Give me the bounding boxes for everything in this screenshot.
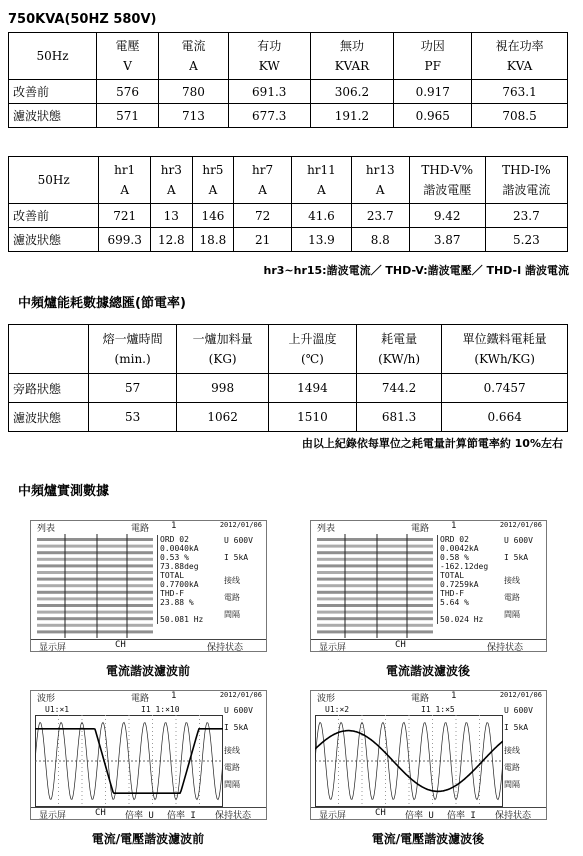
table-cell: 1510	[269, 403, 357, 432]
softkey-label: 显示屏	[39, 643, 67, 652]
side-item: 間隔	[504, 610, 520, 619]
screen-caption: 電流諧波濾波後	[385, 664, 470, 678]
header-cell	[292, 157, 352, 204]
header-cell	[394, 33, 472, 80]
circuit-number: 1	[171, 521, 177, 531]
header-unit: A	[120, 183, 129, 197]
table-cell: 旁路狀態	[9, 374, 89, 403]
table-cell: 改善前	[9, 80, 97, 104]
softkey-label: 倍率 U	[405, 811, 434, 820]
table-cell: 571	[97, 104, 159, 128]
side-item: 電路	[224, 763, 240, 772]
legend-voltage: U1:×1	[45, 705, 70, 714]
value-line: ORD 02	[440, 535, 469, 544]
side-item: 接线	[504, 576, 520, 585]
legend-current: I1 1:×10	[141, 705, 180, 714]
screen-caption: 電流/電壓諧波濾波前	[91, 832, 205, 846]
value-line: 5.64 %	[440, 598, 469, 607]
harmonic-table-graphic	[315, 534, 435, 638]
header-cell	[228, 33, 310, 80]
table-cell: 998	[177, 374, 269, 403]
table-cell: 0.7457	[442, 374, 568, 403]
side-item: 電路	[224, 593, 240, 602]
header-label: THD-I%	[502, 163, 551, 177]
side-item: 接线	[504, 746, 520, 755]
table-cell: 13	[151, 204, 193, 228]
header-label: 單位鐵料電耗量	[462, 332, 547, 346]
header-unit: KVA	[506, 59, 533, 73]
header-unit: KW	[258, 59, 280, 73]
harmonic-table-graphic	[35, 534, 155, 638]
header-label: 50Hz	[37, 173, 70, 187]
value-line: 0.58 %	[440, 553, 469, 562]
table-cell: 23.7	[351, 204, 409, 228]
header-cell	[89, 325, 177, 374]
header-label: hr11	[307, 163, 336, 177]
header-row	[9, 157, 568, 204]
circuit-label: 電路	[411, 524, 430, 534]
table-row	[9, 204, 568, 228]
screen-caption: 電流/電壓諧波濾波後	[371, 832, 485, 846]
value-line: 0.7259kA	[440, 580, 479, 589]
screen-softkeys	[311, 639, 546, 651]
side-item: 間隔	[504, 780, 520, 789]
header-label: 耗電量	[381, 332, 418, 346]
header-label: THD-V%	[421, 163, 473, 177]
header-label: 電流	[181, 39, 206, 53]
header-cell	[9, 33, 97, 80]
softkey-label: 显示屏	[319, 811, 347, 820]
table-cell: 8.8	[351, 228, 409, 252]
header-cell	[177, 325, 269, 374]
table-cell: 41.6	[292, 204, 352, 228]
side-panel	[224, 705, 264, 796]
header-unit: A	[166, 183, 176, 197]
table-cell: 0.917	[394, 80, 472, 104]
screen-mode: 波形	[317, 694, 336, 704]
screen-softkeys	[31, 807, 266, 819]
screen-header	[311, 691, 546, 703]
frequency: 50.024 Hz	[440, 615, 484, 624]
section-measure-title: 中頻爐實測數據	[18, 484, 110, 499]
header-cell	[99, 157, 151, 204]
table-cell: 0.965	[394, 104, 472, 128]
side-item: 接线	[224, 746, 240, 755]
header-label: 視在功率	[495, 39, 544, 53]
table-cell: 721	[99, 204, 151, 228]
side-panel	[504, 535, 544, 626]
table-cell: 708.5	[472, 104, 568, 128]
table-cell: 72	[234, 204, 292, 228]
screen-mode: 波形	[37, 694, 56, 704]
header-cell	[351, 157, 409, 204]
side-item: 接线	[224, 576, 240, 585]
screen-softkeys	[311, 807, 546, 819]
table-row	[9, 374, 568, 403]
screen-date: 2012/01/06	[499, 691, 542, 699]
header-cell	[159, 33, 229, 80]
table-cell: 改善前	[9, 204, 99, 228]
side-item: U 600V	[504, 536, 533, 545]
header-label: 無功	[339, 39, 364, 53]
side-item: I 5kA	[504, 553, 529, 562]
document-title: 750KVA(50HZ 580V)	[8, 12, 157, 27]
circuit-number: 1	[171, 691, 177, 701]
softkey-label: 保持状态	[495, 811, 532, 820]
side-panel	[504, 705, 544, 796]
header-label: 熔一爐時間	[102, 332, 163, 346]
power-table	[8, 32, 568, 128]
header-label: hr3	[160, 163, 182, 177]
header-cell	[151, 157, 193, 204]
header-cell	[442, 325, 568, 374]
header-label: hr1	[114, 163, 136, 177]
header-row	[9, 325, 568, 374]
table-cell: 23.7	[485, 204, 567, 228]
waveform-screen	[310, 690, 547, 820]
side-item: I 5kA	[504, 723, 529, 732]
softkey-label: 保持状态	[207, 643, 244, 652]
table-cell: 3.87	[409, 228, 485, 252]
header-unit: (KWh/KG)	[474, 352, 535, 366]
softkey-label: 显示屏	[319, 643, 347, 652]
softkey-label: CH	[95, 808, 106, 818]
value-line: 0.0040kA	[160, 544, 199, 553]
header-unit: KVAR	[334, 59, 370, 73]
screen-header	[31, 691, 266, 703]
header-label: hr5	[202, 163, 224, 177]
frequency: 50.081 Hz	[160, 615, 204, 624]
table-cell: 306.2	[310, 80, 394, 104]
table-cell: 677.3	[228, 104, 310, 128]
table-cell: 576	[97, 80, 159, 104]
value-line: 0.7700kA	[160, 580, 199, 589]
table-cell: 744.2	[356, 374, 442, 403]
table-cell: 21	[234, 228, 292, 252]
table-cell: 57	[89, 374, 177, 403]
legend-current: I1 1:×5	[421, 705, 455, 714]
value-panel	[437, 535, 506, 624]
side-item: 電路	[504, 593, 520, 602]
softkey-label: 保持状态	[215, 811, 252, 820]
screen-header	[31, 521, 266, 533]
table-cell: 763.1	[472, 80, 568, 104]
softkey-label: 显示屏	[39, 811, 67, 820]
header-label: 上升溫度	[288, 332, 337, 346]
header-unit: PF	[424, 59, 441, 73]
softkey-label: CH	[375, 808, 386, 818]
header-label: 電壓	[115, 39, 140, 53]
legend-voltage: U1:×2	[325, 705, 350, 714]
header-label: 50Hz	[36, 49, 69, 63]
header-unit: V	[123, 59, 132, 73]
header-unit: (min.)	[114, 352, 151, 366]
header-cell	[234, 157, 292, 204]
table-row	[9, 104, 568, 128]
value-line: THD-F	[440, 589, 465, 598]
value-line: -162.12deg	[440, 562, 489, 571]
header-cell	[409, 157, 485, 204]
table-cell: 1062	[177, 403, 269, 432]
table-cell: 13.9	[292, 228, 352, 252]
value-line: 73.88deg	[160, 562, 199, 571]
softkey-label: 倍率 I	[167, 811, 196, 820]
value-panel	[157, 535, 226, 624]
side-item: U 600V	[224, 536, 253, 545]
header-unit: (℃)	[301, 352, 324, 366]
header-unit: (KG)	[208, 352, 237, 366]
table-row	[9, 403, 568, 432]
side-item: U 600V	[504, 706, 533, 715]
softkey-label: CH	[115, 640, 126, 650]
screen-softkeys	[31, 639, 266, 651]
table-cell: 12.8	[151, 228, 193, 252]
circuit-number: 1	[451, 521, 457, 531]
side-item: I 5kA	[224, 553, 249, 562]
table-cell: 0.664	[442, 403, 568, 432]
header-unit: 諧波電流	[502, 183, 551, 197]
table-cell: 191.2	[310, 104, 394, 128]
waveform-plot	[35, 715, 223, 807]
softkey-label: 倍率 I	[447, 811, 476, 820]
table-cell: 濾波狀態	[9, 403, 89, 432]
value-line: THD-F	[160, 589, 185, 598]
side-item: 間隔	[224, 780, 240, 789]
table-cell: 713	[159, 104, 229, 128]
table-cell: 9.42	[409, 204, 485, 228]
table-cell: 濾波狀態	[9, 228, 99, 252]
table-cell: 691.3	[228, 80, 310, 104]
screen-header	[311, 521, 546, 533]
table-cell: 1494	[269, 374, 357, 403]
header-unit: A	[317, 183, 326, 197]
side-item: I 5kA	[224, 723, 249, 732]
harmonics-table	[8, 156, 568, 252]
energy-note: 由以上紀錄依每單位之耗電量計算節電率約 10%左右	[301, 437, 563, 450]
header-label: 一爐加料量	[192, 332, 253, 346]
header-cell	[97, 33, 159, 80]
screen-mode: 列表	[317, 524, 336, 534]
value-line: 0.53 %	[160, 553, 189, 562]
header-row	[9, 33, 568, 80]
energy-table	[8, 324, 568, 432]
softkey-label: CH	[395, 640, 406, 650]
harmonics-note: hr3~hr15:諧波電流／ THD-V:諧波電壓／ THD-I 諧波電流	[263, 264, 569, 277]
header-unit: A	[258, 183, 267, 197]
circuit-label: 電路	[411, 694, 430, 704]
circuit-label: 電路	[131, 694, 150, 704]
header-label: hr13	[365, 163, 395, 177]
screen-mode: 列表	[37, 524, 56, 534]
header-cell	[192, 157, 234, 204]
side-item: U 600V	[224, 706, 253, 715]
harmonic-list-screen	[30, 520, 267, 652]
circuit-number: 1	[451, 691, 457, 701]
screen-date: 2012/01/06	[219, 521, 262, 529]
value-line: 0.0042kA	[440, 544, 479, 553]
header-label: hr7	[252, 163, 274, 177]
value-line: TOTAL	[440, 571, 465, 580]
table-cell: 699.3	[99, 228, 151, 252]
header-cell	[9, 325, 89, 374]
value-line: ORD 02	[160, 535, 189, 544]
header-cell	[310, 33, 394, 80]
table-cell: 18.8	[192, 228, 234, 252]
header-cell	[269, 325, 357, 374]
side-panel	[224, 535, 264, 626]
screen-date: 2012/01/06	[499, 521, 542, 529]
header-unit: A	[208, 183, 218, 197]
table-cell: 5.23	[485, 228, 567, 252]
circuit-label: 電路	[131, 524, 150, 534]
header-unit: 諧波電壓	[423, 183, 472, 197]
table-row	[9, 228, 568, 252]
header-cell	[485, 157, 567, 204]
screen-date: 2012/01/06	[219, 691, 262, 699]
table-cell: 濾波狀態	[9, 104, 97, 128]
header-unit: A	[375, 183, 385, 197]
waveform-plot	[315, 715, 503, 807]
softkey-label: 倍率 U	[125, 811, 154, 820]
table-cell: 780	[159, 80, 229, 104]
waveform-screen	[30, 690, 267, 820]
value-line: 23.88 %	[160, 598, 194, 607]
header-cell	[356, 325, 442, 374]
table-cell: 53	[89, 403, 177, 432]
value-line: TOTAL	[160, 571, 185, 580]
table-cell: 681.3	[356, 403, 442, 432]
screen-caption: 電流諧波濾波前	[105, 664, 190, 678]
header-label: 功因	[420, 39, 445, 53]
side-item: 電路	[504, 763, 520, 772]
header-cell	[472, 33, 568, 80]
table-cell: 146	[192, 204, 234, 228]
side-item: 間隔	[224, 610, 240, 619]
softkey-label: 保持状态	[487, 643, 524, 652]
section-energy-title: 中頻爐能耗數據總匯(節電率)	[18, 296, 186, 311]
header-unit: A	[189, 59, 198, 73]
table-row	[9, 80, 568, 104]
header-unit: (KW/h)	[378, 352, 421, 366]
header-label: 有功	[257, 39, 282, 53]
harmonic-list-screen	[310, 520, 547, 652]
header-cell	[9, 157, 99, 204]
